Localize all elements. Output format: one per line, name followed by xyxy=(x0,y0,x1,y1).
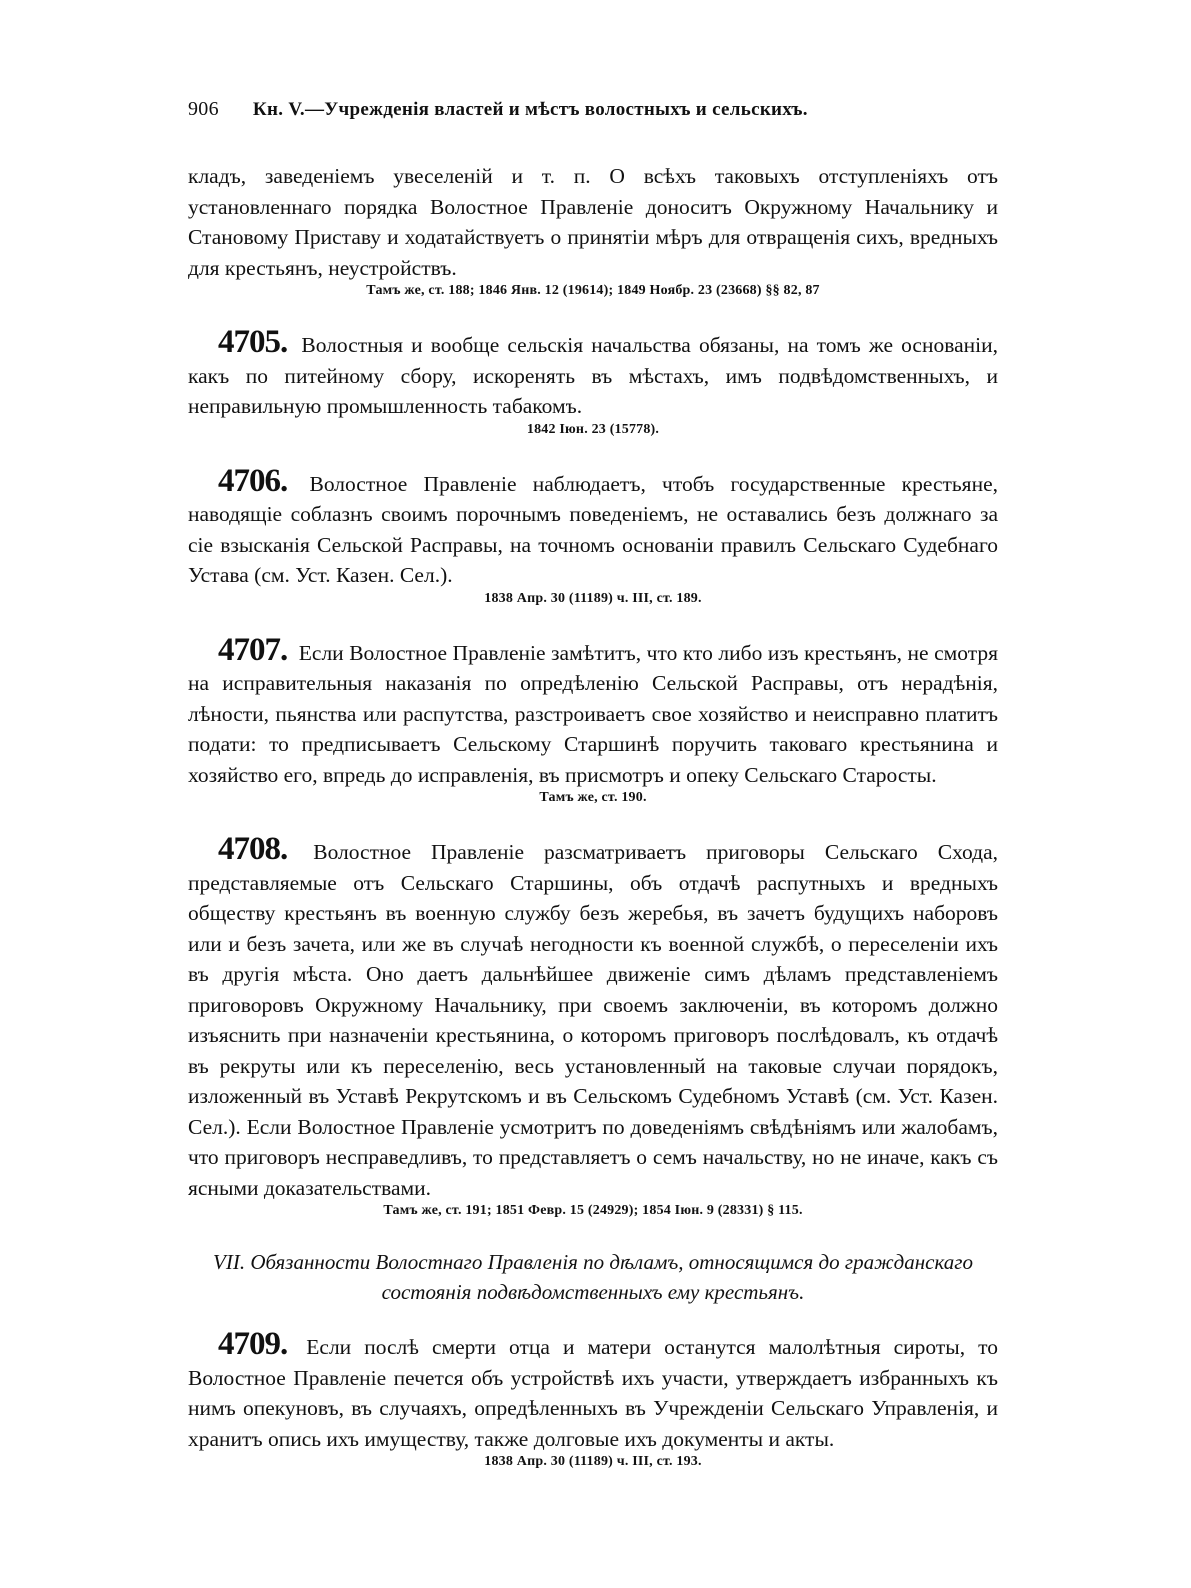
article-4709 xyxy=(188,1326,998,1454)
article-4707 xyxy=(188,631,999,791)
page-header xyxy=(188,98,998,121)
source-citation: 1838 Апр. 30 (11189) ч. III, ст. 189. xyxy=(484,590,702,606)
section-title: VII. Обязанности Волостнаго Правленія по дѣламъ, относящимся до гражданскаго состоянія подвѣдомственныхъ ему крестьянъ. xyxy=(213,1250,973,1304)
paragraph-text: Если послѣ смерти отца и матери останутся малолѣтныя сироты, то Волостное Правленіе печется объ устройствѣ ихъ участи, утверждаетъ избранныхъ къ нимъ опекуновъ, въ случаяхъ, опредѣленныхъ въ Учрежденіи Сельскаго Управленія, и хранитъ опись ихъ имуществу, также долговые ихъ документы и акты. xyxy=(188,1335,998,1451)
article-4708 xyxy=(188,831,998,1203)
paragraph-text: Если Волостное Правленіе замѣтитъ, что кто либо изъ крестьянъ, не смотря на исправительныя наказанія по опредѣленію Сельской Расправы, отъ нерадѣнія, лѣности, пьянства или распутства, разстроиваетъ свое хозяйство и неисправно платитъ подати: то предписываетъ Сельскому Старшинѣ поручить таковаго крестьянина и хозяйство его, впредь до исправленія, въ присмотръ и опеку Сельскаго Старосты. xyxy=(188,640,999,787)
article-number: 4708. xyxy=(218,831,288,867)
paragraph-text: Волостныя и вообще сельскія начальства обязаны, на томъ же основаніи, какъ по питейному сбору, искоренять въ мѣстахъ, имъ подвѣдомственныхъ, и неправильную промышленность табакомъ. xyxy=(188,333,998,418)
source-citation: Тамъ же, ст. 188; 1846 Янв. 12 (19614); 1849 Ноябр. 23 (23668) §§ 82, 87 xyxy=(366,283,820,298)
article-number: 4709. xyxy=(218,1326,288,1362)
source-citation: Тамъ же, ст. 191; 1851 Февр. 15 (24929); 1854 Іюн. 9 (28331) § 115. xyxy=(383,1203,803,1218)
article-number: 4707. xyxy=(218,631,288,668)
paragraph-text: Волостное Правленіе наблюдаетъ, чтобъ государственные крестьяне, наводящіе соблазнъ своимъ порочнымъ поведеніемъ, не оставались безъ должнаго за сіе взысканія Сельской Расправы, на точномъ основаніи правилъ Сельскаго Судебнаго Устава (см. Уст. Казен. Сел.). xyxy=(188,471,998,587)
document-page xyxy=(188,98,998,1498)
paragraph-text: Волостное Правленіе разсматриваетъ приговоры Сельскаго Схода, представляемые отъ Сельскаго Старшины, объ отдачѣ распутныхъ и вредныхъ обществу крестьянъ въ военную службу безъ жеребья, въ зачетъ будущихъ наборовъ или и безъ зачета, или же въ случаѣ негодности къ военной службѣ, о переселеніи ихъ въ другія мѣста. Оно даетъ дальнѣйшее движеніе симъ дѣламъ представленіемъ приговоровъ Окружному Начальнику, при своемъ заключеніи, въ которомъ должно изъяснить при назначеніи крестьянина, о которомъ приговоръ послѣдовалъ, къ отдачѣ въ рекруты или къ переселенію, весь установленный на таковые случаи порядокъ, изложенный въ Уставѣ Рекрутскомъ и въ Сельскомъ Судебномъ Уставѣ (см. Уст. Казен. Сел.). Если Волостное Правленіе усмотритъ по доведеніямъ свѣдѣніямъ или жалобамъ, что приговоръ несправедливъ, то представляетъ о семъ начальству, но не иначе, какъ съ ясными доказательствами. xyxy=(188,840,998,1200)
paragraph-text: кладъ, заведеніемъ увеселеній и т. п. О всѣхъ таковыхъ отступленіяхъ отъ установленнаго порядка Волостное Правленіе доноситъ Окружному Начальнику и Становому Приставу и ходатайствуетъ о принятіи мѣръ для отвращенія сихъ, вредныхъ для крестьянъ, неустройствъ. xyxy=(188,164,998,280)
article-number: 4706. xyxy=(218,462,288,499)
page-number: 906 xyxy=(188,98,219,120)
source-citation: 1842 Іюн. 23 (15778). xyxy=(526,421,660,437)
running-title: Кн. V.—Учрежденія властей и мѣстъ волостныхъ и сельскихъ. xyxy=(252,99,808,120)
paragraph-continuation xyxy=(188,161,998,283)
article-number: 4705. xyxy=(218,324,288,360)
article-4705 xyxy=(188,324,998,422)
source-citation: Тамъ же, ст. 190. xyxy=(539,790,647,805)
source-citation: 1838 Апр. 30 (11189) ч. III, ст. 193. xyxy=(484,1454,702,1469)
article-4706 xyxy=(188,462,998,591)
